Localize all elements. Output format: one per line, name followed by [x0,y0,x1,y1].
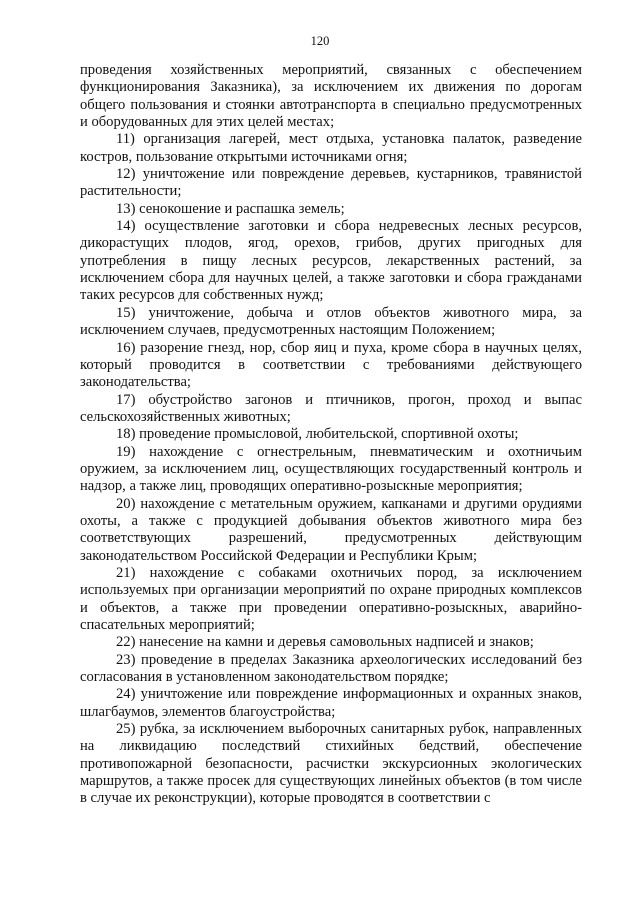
list-item-16: 16) разорение гнезд, нор, сбор яиц и пуха, кроме сбора в научных целях, который проводится в соответствии с требованиями действующего законодательства; [80,339,582,391]
list-item-18: 18) проведение промысловой, любительской, спортивной охоты; [116,426,519,443]
list-item-11: 11) организация лагерей, мест отдыха, установка палаток, разведение костров, пользование открытыми источниками огня; [80,131,582,165]
page-number: 120 [310,34,330,48]
document-body [80,62,582,808]
list-item-13: 13) сенокошение и распашка земель; [116,200,345,217]
list-item-20: 20) нахождение с метательным оружием, капканами и другими орудиями охоты, а также с продукцией добывания объектов животного мира без соответствующих разрешений, предусмотренных действующим законодательством Российской Федерации и Республики Крым; [80,495,582,564]
list-item-25: 25) рубка, за исключением выборочных санитарных рубок, направленных на ликвидацию последствий стихийных бедствий, обеспечение противопожарной безопасности, расчистки экскурсионных экологических маршрутов, а также просек для существующих линейных объектов (в том числе в случае их реконструкции), которые проводятся в соответствии с [80,721,582,807]
list-item-15: 15) уничтожение, добыча и отлов объектов животного мира, за исключением случаев, предусмотренных настоящим Положением; [80,304,582,339]
list-item-19: 19) нахождение с огнестрельным, пневматическим и охотничьим оружием, за исключением лиц, осуществляющих государственный контроль и надзор, а также лиц, проводящих оперативно-розыскные мероприятия; [80,443,582,495]
list-item-23: 23) проведение в пределах Заказника археологических исследований без согласования в установленном законодательством порядке; [80,651,582,686]
list-item-21: 21) нахождение с собаками охотничьих пород, за исключением используемых при организации мероприятий по охране природных комплексов и объектов, а также при проведении оперативно-розыскных, аварийно-спасательных мероприятий; [80,564,582,633]
list-item-17: 17) обустройство загонов и птичников, прогон, проход и выпас сельскохозяйственных животных; [80,391,582,425]
list-item-24: 24) уничтожение или повреждение информационных и охранных знаков, шлагбаумов, элементов благоустройства; [80,686,582,720]
list-item-12: 12) уничтожение или повреждение деревьев, кустарников, травянистой растительности; [80,166,582,200]
list-item-14: 14) осуществление заготовки и сбора недревесных лесных ресурсов, дикорастущих плодов, ягод, орехов, грибов, других пригодных для употребления в пищу лесных ресурсов, лекарственных растений, за исключением сбора для научных целей, а также заготовки и сбора гражданами таких ресурсов для собственных нужд; [80,218,582,304]
list-item-22: 22) нанесение на камни и деревья самовольных надписей и знаков; [116,634,534,651]
paragraph-continuation: проведения хозяйственных мероприятий, связанных с обеспечением функционирования Заказника), за исключением их движения по дорогам общего пользования и стоянки автотранспорта в специально предусмотренных и оборудованных для этих целей местах; [80,62,582,131]
